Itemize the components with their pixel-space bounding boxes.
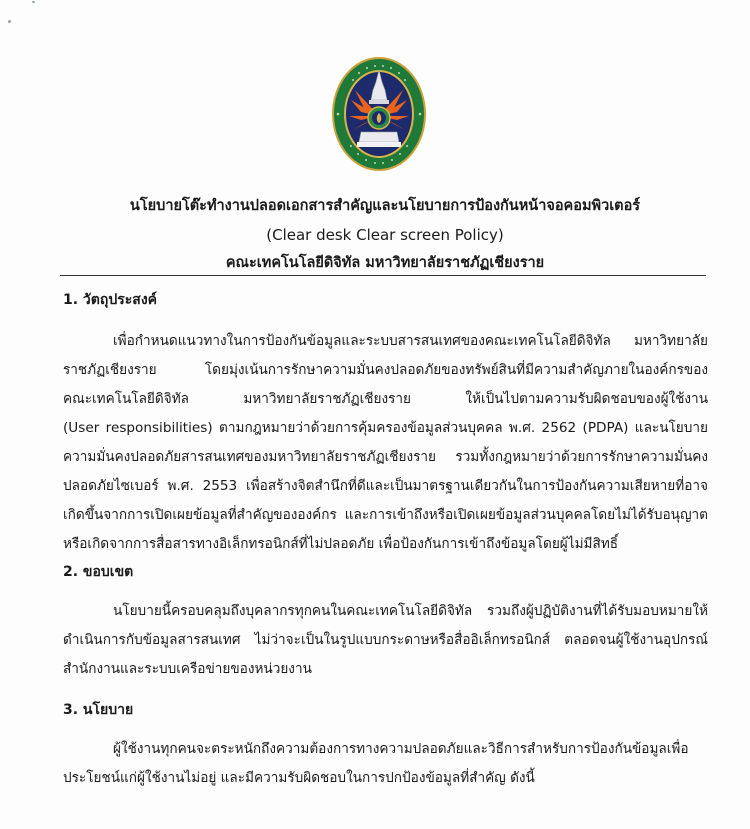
section-heading-scope: 2. ขอบเขต <box>63 564 134 580</box>
paragraph-line: หรือเกิดจากการสื่อสารทางอิเล็กทรอนิกส์ที่ไม่ปลอดภัย เพื่อป้องกันการเข้าถึงข้อมูลโดยผู้ไม่มีสิทธิ์ <box>63 536 619 552</box>
paragraph-line: ปลอดภัยไซเบอร์ พ.ศ. 2553 เพื่อสร้างจิตสำนึกที่ดีและเป็นมาตรฐานเดียวกันในการป้องกันความเสียหายที่อาจ <box>63 478 708 494</box>
scan-artifact <box>32 1 35 3</box>
section-heading-policy: 3. นโยบาย <box>63 702 134 718</box>
section-body-objectives <box>63 327 708 559</box>
paragraph-line: (User responsibilities) ตามกฎหมายว่าด้วยการคุ้มครองข้อมูลส่วนบุคคล พ.ศ. 2562 (PDPA) และนโยบาย <box>63 420 708 436</box>
paragraph-line: เพื่อกำหนดแนวทางในการป้องกันข้อมูลและระบบสารสนเทศของคณะเทคโนโลยีดิจิทัล มหาวิทยาลัย <box>113 333 708 349</box>
title-faculty: คณะเทคโนโลยีดิจิทัล มหาวิทยาลัยราชภัฏเชียงราย <box>225 255 545 271</box>
title-english: (Clear desk Clear screen Policy) <box>266 226 504 244</box>
paragraph-line: ความมั่นคงปลอดภัยสารสนเทศของมหาวิทยาลัยราชภัฏเชียงราย รวมทั้งกฎหมายว่าด้วยการรักษาความมั่นคง <box>63 449 708 465</box>
section-heading-objectives: 1. วัตถุประสงค์ <box>63 292 158 308</box>
document-title <box>40 0 730 290</box>
section-body-policy <box>63 735 708 793</box>
paragraph-line: สำนักงานและระบบเครือข่ายของหน่วยงาน <box>63 661 312 677</box>
paragraph-line: ราชภัฏเชียงราย โดยมุ่งเน้นการรักษาความมั่นคงปลอดภัยของทรัพย์สินที่มีความสำคัญภายในองค์กรของ <box>63 362 708 378</box>
title-thai: นโยบายโต๊ะทำงานปลอดเอกสารสำคัญและนโยบายการป้องกันหน้าจอคอมพิวเตอร์ <box>129 198 641 214</box>
title-divider <box>60 275 706 276</box>
paragraph-line: ดำเนินการกับข้อมูลสารสนเทศ ไม่ว่าจะเป็นในรูปแบบกระดาษหรือสื่ออิเล็กทรอนิกส์ ตลอดจนผู้ใช้งานอุปกรณ์ <box>63 632 708 648</box>
paragraph-line: ผู้ใช้งานทุกคนจะตระหนักถึงความต้องการทางความปลอดภัยและวิธีการสำหรับการป้องกันข้อมูลเพื่อ <box>113 741 689 757</box>
scan-artifact <box>8 20 11 23</box>
paragraph-line: ประโยชน์แก่ผู้ใช้งานไม่อยู่ และมีความรับผิดชอบในการปกป้องข้อมูลที่สำคัญ ดังนี้ <box>63 770 535 786</box>
paragraph-line: คณะเทคโนโลยีดิจิทัล มหาวิทยาลัยราชภัฏเชียงราย ให้เป็นไปตามความรับผิดชอบของผู้ใช้งาน <box>63 391 708 407</box>
paragraph-line: เกิดขึ้นจากการเปิดเผยข้อมูลที่สำคัญขององค์กร และการเข้าถึงหรือเปิดเผยข้อมูลส่วนบุคคลโดยไม่ได้รับอนุญาต <box>63 507 708 523</box>
paragraph-line: นโยบายนี้ครอบคลุมถึงบุคลากรทุกคนในคณะเทคโนโลยีดิจิทัล รวมถึงผู้ปฏิบัติงานที่ได้รับมอบหมายให้ <box>113 603 708 619</box>
section-body-scope <box>63 597 708 684</box>
